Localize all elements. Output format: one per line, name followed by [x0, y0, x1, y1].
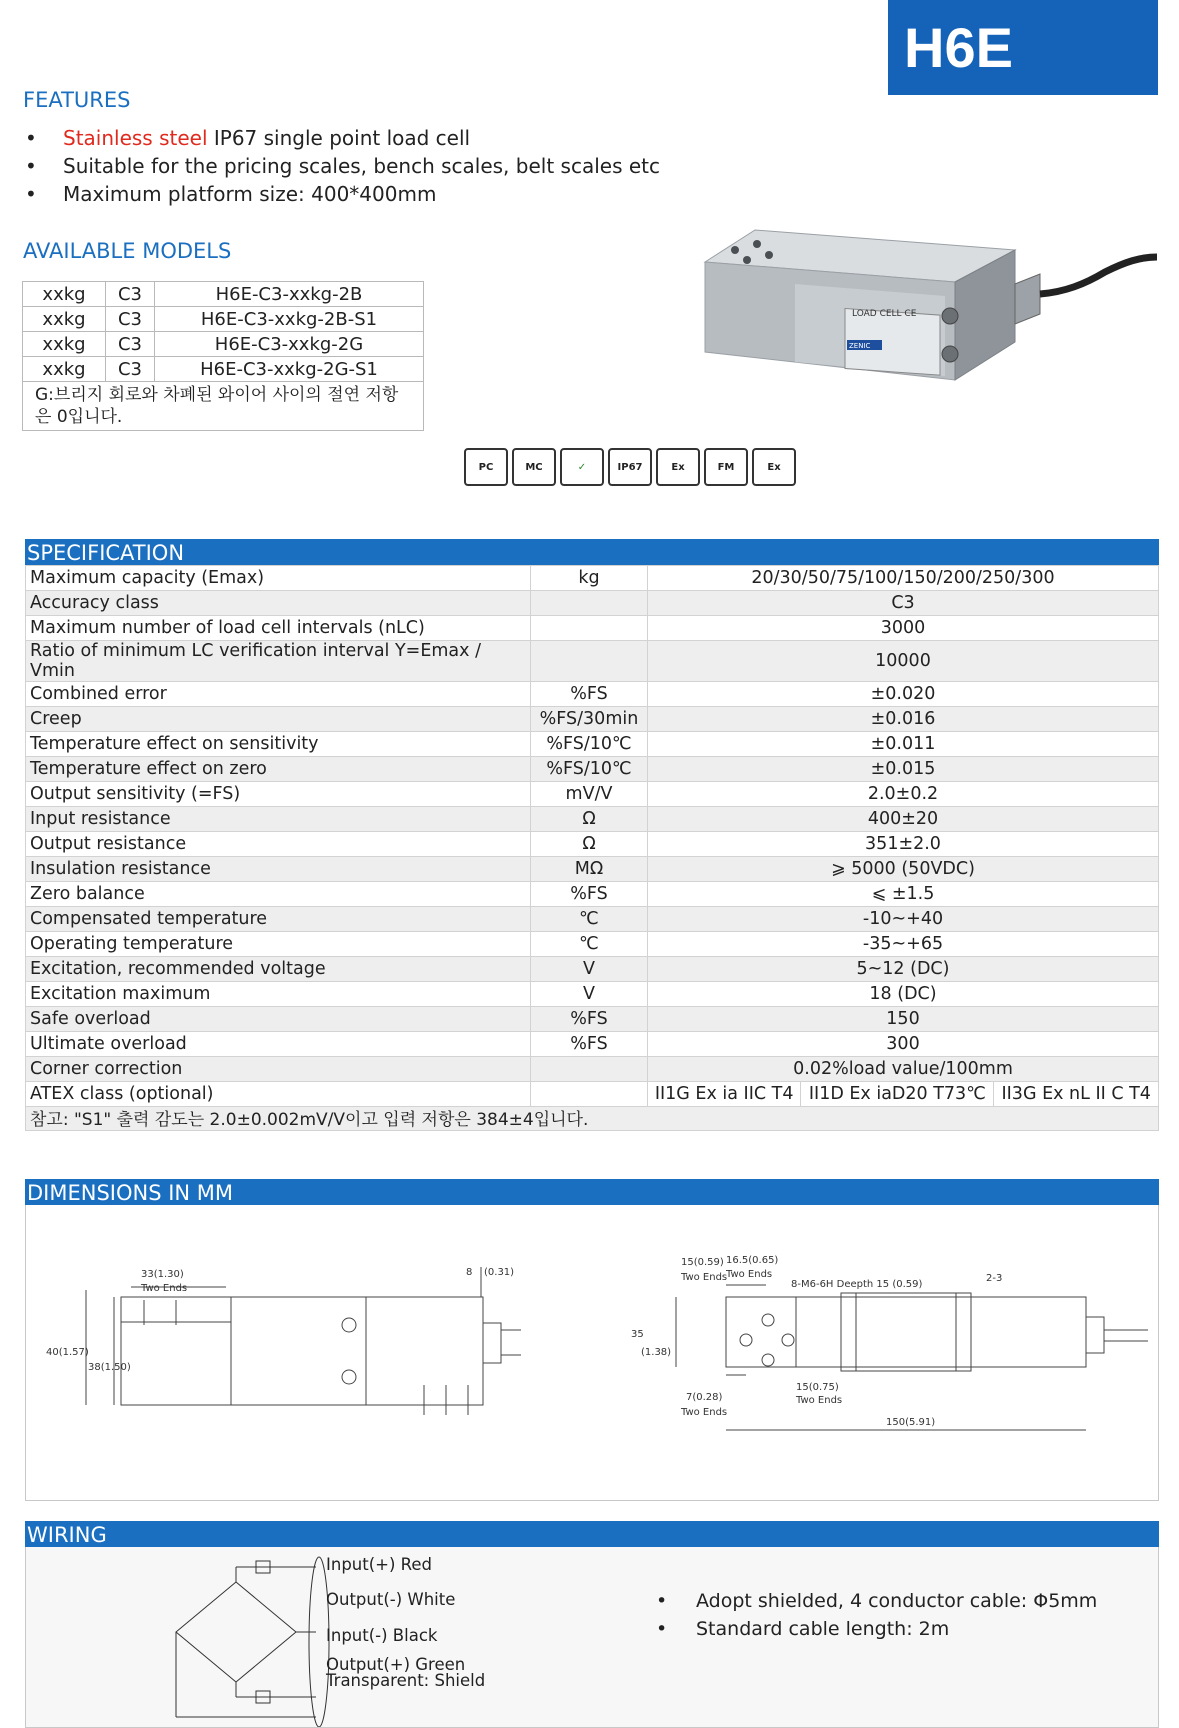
spec-unit: mV/V — [531, 782, 648, 807]
ex-cert-icon: Ex — [656, 448, 700, 486]
table-row — [26, 932, 1159, 957]
table-row — [26, 882, 1159, 907]
table-row — [23, 382, 424, 431]
spec-value: C3 — [648, 591, 1159, 616]
spec-value: -10~+40 — [648, 907, 1159, 932]
spec-unit — [531, 1057, 648, 1082]
spec-value: 10000 — [648, 641, 1159, 682]
label-text: LOAD CELL CE — [852, 309, 917, 319]
table-row — [26, 1057, 1159, 1082]
spec-name: Ratio of minimum LC verification interval Y=Emax / Vmin — [26, 641, 531, 682]
spec-name: Excitation maximum — [26, 982, 531, 1007]
dim-33: 33(1.30) — [141, 1269, 184, 1280]
spec-value: 18 (DC) — [648, 982, 1159, 1007]
spec-section — [25, 539, 1159, 1131]
spec-value: ±0.020 — [648, 682, 1159, 707]
dim-165: 16.5(0.65) — [726, 1255, 779, 1266]
spec-unit — [531, 641, 648, 682]
wire-label: Input(+) Red — [326, 1555, 433, 1574]
table-row — [26, 957, 1159, 982]
spec-name: Zero balance — [26, 882, 531, 907]
wiring-notes — [656, 1587, 1097, 1643]
spec-unit: Ω — [531, 832, 648, 857]
ip67-icon: IP67 — [608, 448, 652, 486]
spec-unit: V — [531, 957, 648, 982]
spec-value: 5~12 (DC) — [648, 957, 1159, 982]
spec-unit: Ω — [531, 807, 648, 832]
table-row — [26, 1007, 1159, 1032]
table-row: xxkg C3 H6E-C3-xxkg-2G — [23, 332, 424, 357]
spec-value: 400±20 — [648, 807, 1159, 832]
table-row — [26, 1032, 1159, 1057]
feature-item: • Maximum platform size: 400*400mm — [23, 180, 660, 208]
dim-thread: 8-M6-6H Deepth 15 (0.59) — [791, 1279, 923, 1290]
spec-value: ⩽ ±1.5 — [648, 882, 1159, 907]
spec-unit: %FS/30min — [531, 707, 648, 732]
spec-name: ATEX class (optional) — [26, 1082, 531, 1107]
spec-unit — [531, 591, 648, 616]
spec-name: Creep — [26, 707, 531, 732]
dim-138: (1.38) — [641, 1347, 672, 1358]
table-row — [26, 682, 1159, 707]
table-row — [26, 732, 1159, 757]
dim-40: 40(1.57) — [46, 1347, 89, 1358]
dimensions-title: DIMENSIONS IN MM — [25, 1179, 1159, 1205]
model-title: H6E — [904, 16, 1013, 79]
spec-unit: %FS/10℃ — [531, 757, 648, 782]
spec-value: 20/30/50/75/100/150/200/250/300 — [648, 566, 1159, 591]
dimensions-section — [25, 1179, 1159, 1501]
features-list — [23, 124, 660, 208]
features-title: FEATURES — [23, 88, 131, 112]
wire-label: Output(+) Green — [326, 1655, 466, 1674]
list-item: • Standard cable length: 2m — [656, 1615, 1097, 1643]
dim-150: 150(5.91) — [886, 1417, 936, 1428]
check-cert-icon: ✓ — [560, 448, 604, 486]
spec-title: SPECIFICATION — [25, 539, 1159, 565]
table-row — [26, 707, 1159, 732]
table-row — [26, 757, 1159, 782]
table-row: xxkg C3 H6E-C3-xxkg-2B — [23, 282, 424, 307]
spec-table — [25, 565, 1159, 1107]
spec-note: 참고: "S1" 출력 감도는 2.0±0.002mV/V이고 입력 저항은 384±4입니다. — [25, 1107, 1159, 1131]
dim-8: 8 — [466, 1267, 473, 1278]
table-row — [26, 857, 1159, 882]
models-table — [22, 281, 424, 431]
spec-name: Insulation resistance — [26, 857, 531, 882]
spec-name: Excitation, recommended voltage — [26, 957, 531, 982]
spec-unit: MΩ — [531, 857, 648, 882]
table-row — [26, 1082, 1159, 1107]
spec-name: Combined error — [26, 682, 531, 707]
spec-value: II3G Ex nL II C T4 — [994, 1082, 1159, 1107]
spec-unit: kg — [531, 566, 648, 591]
dim-two-ends-r3: Two Ends — [681, 1407, 728, 1418]
wiring-box — [25, 1547, 1159, 1728]
spec-unit: %FS — [531, 682, 648, 707]
dim-35: 35 — [631, 1329, 644, 1340]
spec-name: Temperature effect on sensitivity — [26, 732, 531, 757]
table-row: xxkg C3 H6E-C3-xxkg-2G-S1 — [23, 357, 424, 382]
model-badge — [888, 0, 1158, 95]
dim-7: 7(0.28) — [686, 1392, 723, 1403]
ex-hex-icon: Ex — [752, 448, 796, 486]
spec-name: Safe overload — [26, 1007, 531, 1032]
spec-value: II1D Ex iaD20 T73℃ — [801, 1082, 994, 1107]
dim-15: 15(0.59) — [681, 1257, 724, 1268]
spec-name: Accuracy class — [26, 591, 531, 616]
spec-unit: ℃ — [531, 932, 648, 957]
spec-value: ±0.015 — [648, 757, 1159, 782]
spec-unit: %FS — [531, 1007, 648, 1032]
wire-label: Output(-) White — [326, 1590, 456, 1609]
table-row — [26, 641, 1159, 682]
table-row — [26, 782, 1159, 807]
spec-value: ±0.016 — [648, 707, 1159, 732]
table-row — [26, 982, 1159, 1007]
spec-unit: V — [531, 982, 648, 1007]
spec-name: Maximum number of load cell intervals (nLC) — [26, 616, 531, 641]
cert-icons — [464, 448, 796, 486]
spec-value: 300 — [648, 1032, 1159, 1057]
spec-value: 150 — [648, 1007, 1159, 1032]
feature-item: • Suitable for the pricing scales, bench scales, belt scales etc — [23, 152, 660, 180]
table-row: xxkg C3 H6E-C3-xxkg-2B-S1 — [23, 307, 424, 332]
table-row — [26, 616, 1159, 641]
dim-two-ends-r1: Two Ends — [681, 1272, 728, 1283]
table-row — [26, 591, 1159, 616]
spec-unit — [531, 616, 648, 641]
spec-value: ⩾ 5000 (50VDC) — [648, 857, 1159, 882]
spec-value: -35~+65 — [648, 932, 1159, 957]
spec-value: 351±2.0 — [648, 832, 1159, 857]
top-view-drawing — [676, 1285, 1148, 1430]
models-title: AVAILABLE MODELS — [23, 239, 232, 263]
dim-38: 38(1.50) — [88, 1362, 131, 1373]
dim-031: (0.31) — [484, 1267, 515, 1278]
label-brand: ZENIC — [849, 342, 871, 350]
spec-unit: %FS — [531, 1032, 648, 1057]
spec-name: Operating temperature — [26, 932, 531, 957]
dim-2-3: 2-3 — [986, 1273, 1003, 1284]
spec-name: Ultimate overload — [26, 1032, 531, 1057]
fm-cert-icon: FM — [704, 448, 748, 486]
dim-two-ends: Two Ends — [141, 1283, 188, 1294]
dimensions-box — [25, 1205, 1159, 1501]
mc-cert-icon: MC — [512, 448, 556, 486]
table-row — [26, 566, 1159, 591]
wire-label: Transparent: Shield — [326, 1671, 486, 1690]
list-item: • Adopt shielded, 4 conductor cable: Φ5mm — [656, 1587, 1097, 1615]
spec-name: Temperature effect on zero — [26, 757, 531, 782]
spec-name: Corner correction — [26, 1057, 531, 1082]
spec-value: ±0.011 — [648, 732, 1159, 757]
table-row — [26, 907, 1159, 932]
spec-name: Compensated temperature — [26, 907, 531, 932]
spec-unit: ℃ — [531, 907, 648, 932]
spec-unit: %FS/10℃ — [531, 732, 648, 757]
wire-label: Input(-) Black — [326, 1626, 438, 1645]
spec-value: 0.02%load value/100mm — [648, 1057, 1159, 1082]
table-row — [26, 832, 1159, 857]
spec-value: II1G Ex ia IIC T4 — [648, 1082, 801, 1107]
spec-value: 3000 — [648, 616, 1159, 641]
feature-item: • Stainless steel IP67 single point load cell — [23, 124, 660, 152]
pc-cert-icon: PC — [464, 448, 508, 486]
spec-value: 2.0±0.2 — [648, 782, 1159, 807]
spec-name: Maximum capacity (Emax) — [26, 566, 531, 591]
spec-name: Input resistance — [26, 807, 531, 832]
load-cell-image — [695, 222, 1160, 382]
dim-two-ends-r4: Two Ends — [796, 1395, 843, 1406]
models-note: G:브리지 회로와 차폐된 와이어 사이의 절연 저항은 0입니다. — [23, 382, 424, 431]
dim-two-ends-r2: Two Ends — [726, 1269, 773, 1280]
wiring-title: WIRING — [25, 1521, 1159, 1547]
spec-name: Output resistance — [26, 832, 531, 857]
dim-1575: 15(0.75) — [796, 1382, 839, 1393]
wiring-section — [25, 1521, 1159, 1728]
spec-unit: %FS — [531, 882, 648, 907]
spec-name: Output sensitivity (=FS) — [26, 782, 531, 807]
table-row — [26, 807, 1159, 832]
